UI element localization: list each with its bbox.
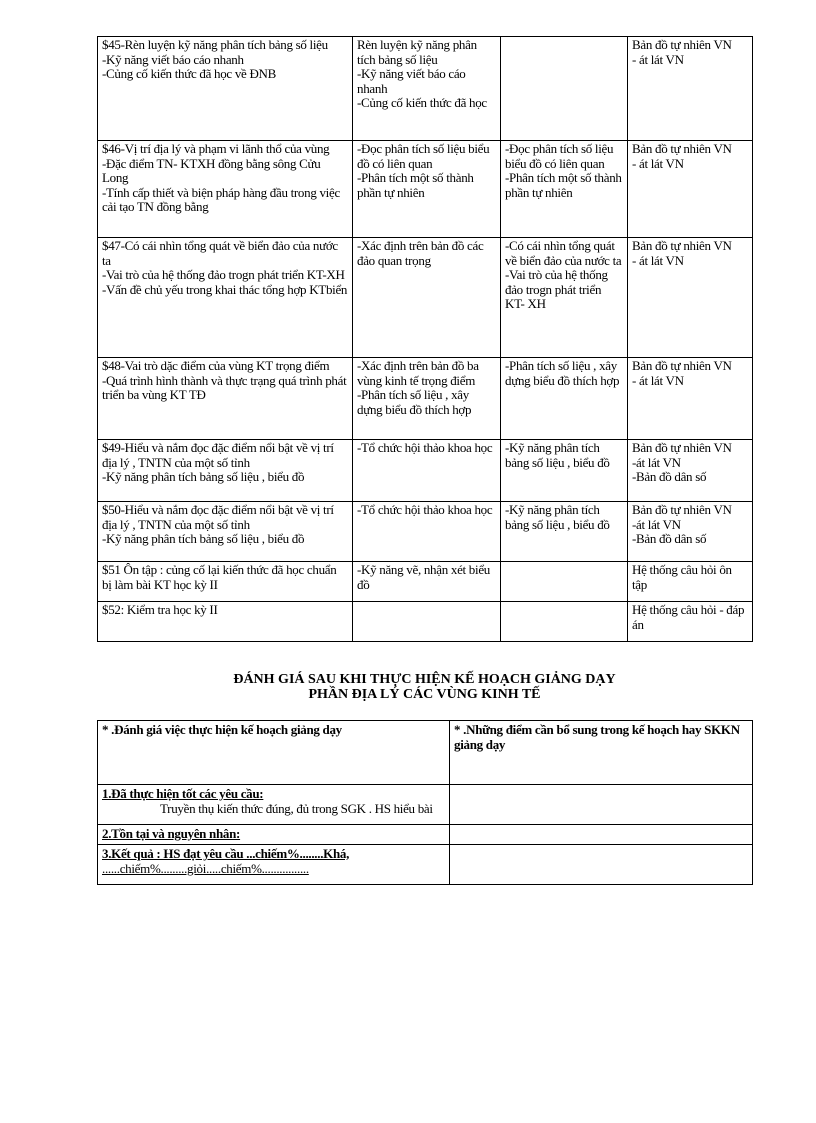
evaluation-row-results-notes <box>450 845 753 885</box>
lesson-content-cell: $49-Hiểu và nắm đọc đặc điểm nổi bật về vị trí địa lý , TNTN của một số tỉnh -Kỹ năng phân tích bảng số liệu , biểu đồ <box>98 440 353 502</box>
lesson-content-cell: $50-Hiểu và nắm đọc đặc điểm nổi bật về vị trí địa lý , TNTN của một số tỉnh -Kỹ năng phân tích bảng số liệu , biểu đồ <box>98 502 353 562</box>
lesson-skill-cell: -Có cái nhìn tổng quát về biển đảo của nước ta -Vai trò của hệ thống đảo trogn phát triển KT- XH <box>501 238 628 358</box>
evaluation-header-left: * .Đánh giá việc thực hiện kế hoạch giảng dạy <box>98 721 450 785</box>
table-row <box>98 141 753 238</box>
lesson-activity-cell: -Xác định trên bản đồ các đảo quan trọng <box>353 238 501 358</box>
table-row <box>98 37 753 141</box>
lesson-skill-cell: -Kỹ năng phân tích bảng số liệu , biểu đồ <box>501 502 628 562</box>
evaluation-row-issues <box>98 825 450 845</box>
lesson-plan-table <box>97 36 753 642</box>
evaluation-row-results <box>98 845 450 885</box>
lesson-skill-cell <box>501 562 628 602</box>
evaluation-row-achieved-notes <box>450 785 753 825</box>
lesson-content-cell: $45-Rèn luyện kỹ năng phân tích bảng số liệu -Kỹ năng viết báo cáo nhanh -Củng cố kiến thức đã học về ĐNB <box>98 37 353 141</box>
lesson-materials-cell: Bản đồ tự nhiên VN - át lát VN <box>628 358 753 440</box>
evaluation-title <box>97 672 752 702</box>
lesson-materials-cell: Hệ thống câu hỏi ôn tập <box>628 562 753 602</box>
table-row <box>98 785 753 825</box>
table-row <box>98 440 753 502</box>
lesson-skill-cell: -Kỹ năng phân tích bảng số liệu , biểu đồ <box>501 440 628 502</box>
table-row <box>98 238 753 358</box>
lesson-activity-cell: -Kỹ năng vẽ, nhận xét biểu đồ <box>353 562 501 602</box>
lesson-skill-cell: -Đọc phân tích số liệu biểu đồ có liên quan -Phân tích một số thành phần tự nhiên <box>501 141 628 238</box>
table-row <box>98 845 753 885</box>
lesson-activity-cell: Rèn luyện kỹ năng phân tích bảng số liệu -Kỹ năng viết báo cáo nhanh -Củng cố kiến thức đã học <box>353 37 501 141</box>
lesson-activity-cell: -Đọc phân tích số liệu biểu đồ có liên quan -Phân tích một số thành phần tự nhiên <box>353 141 501 238</box>
lesson-content-cell: $51 Ôn tập : củng cố lại kiến thức đã học chuẩn bị làm bài KT học kỳ II <box>98 562 353 602</box>
table-row <box>98 602 753 642</box>
lesson-skill-cell: -Phân tích số liệu , xây dựng biểu đồ thích hợp <box>501 358 628 440</box>
lesson-materials-cell: Hệ thống câu hỏi - đáp án <box>628 602 753 642</box>
lesson-skill-cell <box>501 602 628 642</box>
evaluation-title-line1: ĐÁNH GIÁ SAU KHI THỰC HIỆN KẾ HOẠCH GIẢNG DẠY <box>233 672 616 687</box>
lesson-materials-cell: Bản đồ tự nhiên VN - át lát VN <box>628 141 753 238</box>
lesson-materials-cell: Bản đồ tự nhiên VN -át lát VN -Bản đồ dân số <box>628 440 753 502</box>
achieved-title: 1.Đã thực hiện tốt các yêu cầu: <box>102 786 264 801</box>
lesson-content-cell: $46-Vị trí địa lý và phạm vi lãnh thổ của vùng -Đặc điểm TN- KTXH đồng bằng sông Cửu Long -Tính cấp thiết và biện pháp hàng đầu trong việc cải tạo TN đồng bằng <box>98 141 353 238</box>
issues-title: 2.Tồn tại và nguyên nhân: <box>102 826 241 841</box>
achieved-detail: Truyền thụ kiến thức đúng, đủ trong SGK . HS hiểu bài <box>160 800 433 816</box>
table-row <box>98 502 753 562</box>
lesson-content-cell: $47-Có cái nhìn tổng quát về biển đảo của nước ta -Vai trò của hệ thống đảo trogn phát triển KT-XH -Vấn đề chủ yếu trong khai thác tổng hợp KTbiển <box>98 238 353 358</box>
evaluation-table <box>97 720 753 885</box>
lesson-activity-cell: -Tổ chức hội thảo khoa học <box>353 502 501 562</box>
lesson-plan-body <box>98 37 753 642</box>
evaluation-row-issues-notes <box>450 825 753 845</box>
lesson-activity-cell <box>353 602 501 642</box>
lesson-activity-cell: -Tổ chức hội thảo khoa học <box>353 440 501 502</box>
table-row <box>98 825 753 845</box>
table-row <box>98 721 753 785</box>
lesson-materials-cell: Bản đồ tự nhiên VN - át lát VN <box>628 238 753 358</box>
lesson-content-cell: $48-Vai trò dặc điểm của vùng KT trọng điểm -Quá trình hình thành và thực trạng quá trình phát triển ba vùng KT TĐ <box>98 358 353 440</box>
results-line1: 3.Kết quả : HS đạt yêu cầu ...chiếm%........Khá, <box>102 846 350 861</box>
lesson-content-cell: $52: Kiểm tra học kỳ II <box>98 602 353 642</box>
lesson-materials-cell: Bản đồ tự nhiên VN -át lát VN -Bản đồ dân số <box>628 502 753 562</box>
results-line2: ......chiếm%.........giỏi.....chiếm%................ <box>102 860 309 876</box>
lesson-activity-cell: -Xác định trên bản đồ ba vùng kinh tế trọng điểm -Phân tích số liệu , xây dựng biểu đồ thích hợp <box>353 358 501 440</box>
lesson-skill-cell <box>501 37 628 141</box>
table-row <box>98 562 753 602</box>
evaluation-title-line2: PHẦN ĐỊA LÝ CÁC VÙNG KINH TẾ <box>308 687 541 702</box>
lesson-materials-cell: Bản đồ tự nhiên VN - át lát VN <box>628 37 753 141</box>
evaluation-row-achieved <box>98 785 450 825</box>
table-row <box>98 358 753 440</box>
evaluation-header-right: * .Những điểm cần bổ sung trong kế hoạch hay SKKN giảng dạy <box>450 721 753 785</box>
